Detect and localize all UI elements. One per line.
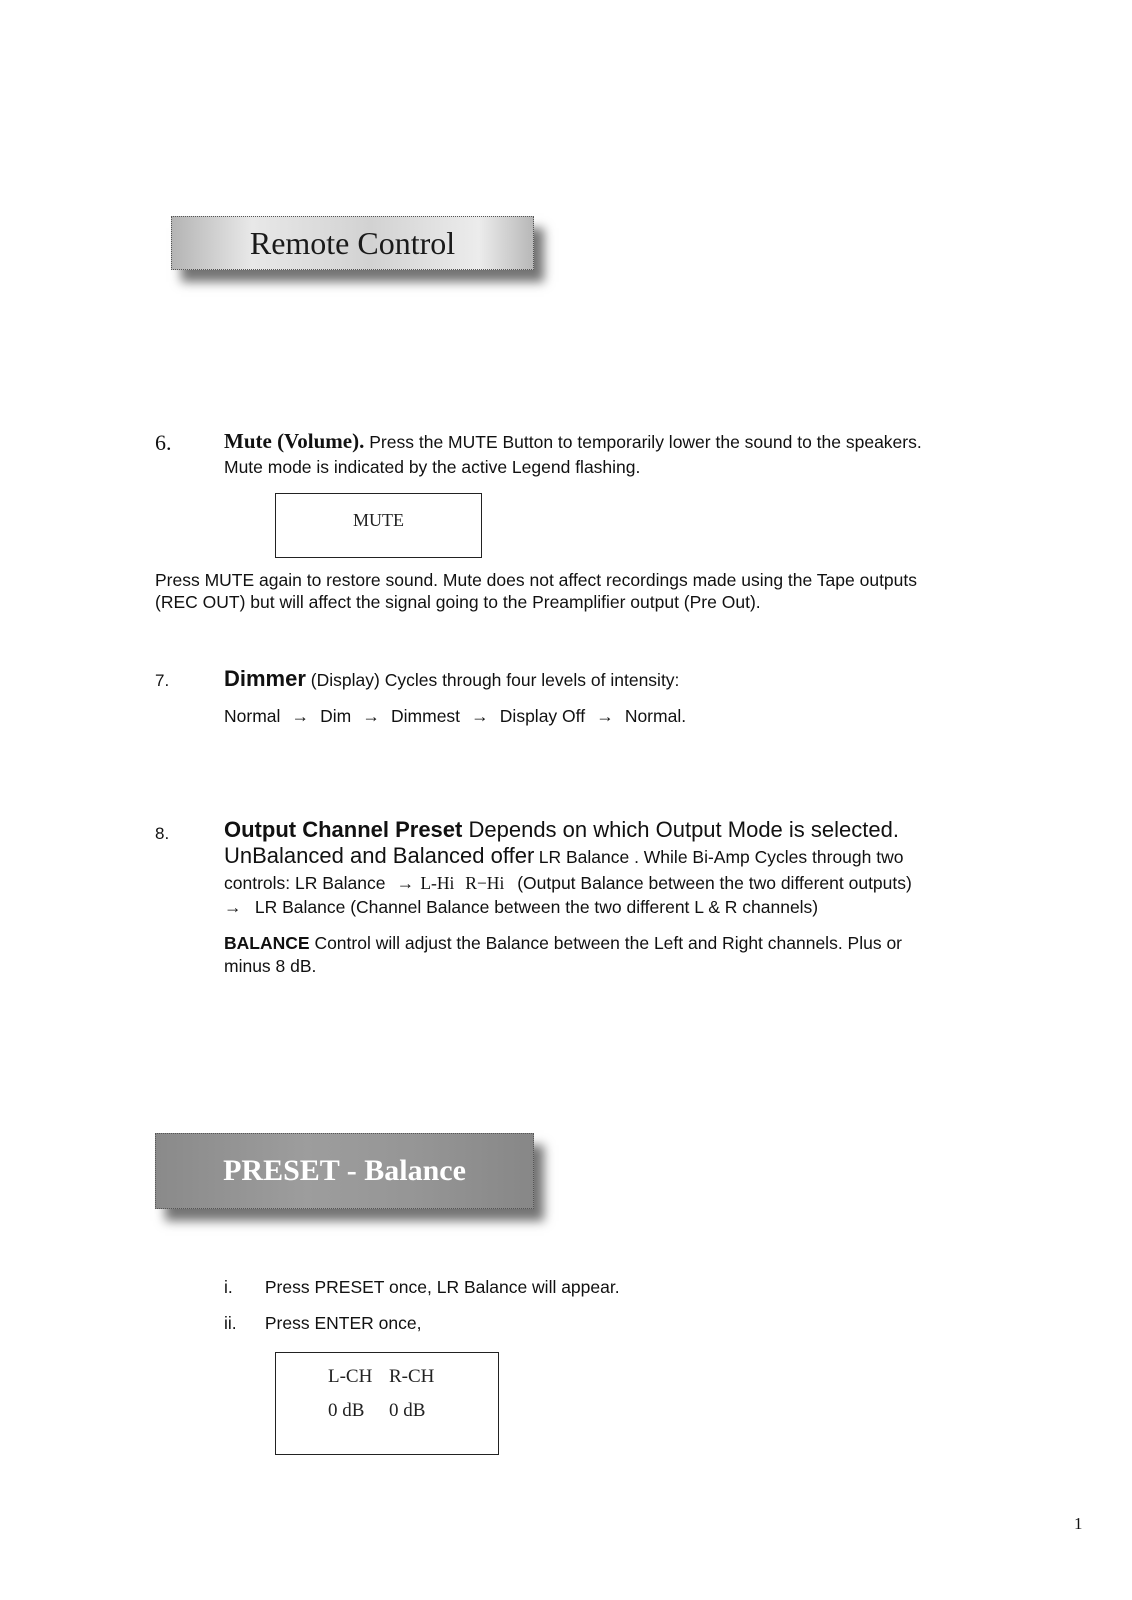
item-6-line1	[224, 430, 1084, 454]
right-channel-value: 0 dB	[389, 1400, 426, 1421]
balance-note-line1	[224, 932, 902, 955]
dimmer-level-dim: Dim	[320, 706, 352, 726]
left-channel-value: 0 dB	[328, 1400, 365, 1421]
item-8-line3-a: controls: LR Balance	[224, 873, 386, 893]
item-8-line2	[224, 843, 903, 869]
item-8-line4-text: LR Balance (Channel Balance between the two different L & R channels)	[254, 897, 819, 917]
preset-balance-title: PRESET - Balance	[223, 1154, 466, 1187]
item-8-line2-small: LR Balance . While Bi-Amp Cycles through two	[538, 847, 904, 867]
preset-balance-header	[155, 1133, 534, 1209]
item-8-line1	[224, 817, 899, 843]
step-2-text: Press ENTER once,	[264, 1313, 422, 1333]
mute-display-label: MUTE	[353, 510, 404, 530]
item-6-title: Mute (Volume).	[224, 429, 365, 453]
item-8-title: Output Channel Preset	[224, 817, 463, 842]
l-hi-label: L-Hi	[420, 873, 455, 893]
dimmer-level-dimmest: Dimmest	[391, 706, 461, 726]
mute-display-box	[275, 493, 482, 558]
r-hi-label: R−Hi	[465, 873, 505, 893]
arrow-right-icon: →	[396, 873, 415, 893]
arrow-right-icon: →	[596, 706, 614, 726]
item-7-line1	[224, 666, 679, 692]
item-8-line3-b: (Output Balance between the two different outputs)	[517, 873, 912, 893]
item-7-number: 7.	[155, 671, 170, 690]
mute-note-line1: Press MUTE again to restore sound. Mute does not affect recordings made using the Tape outputs	[155, 570, 918, 590]
dimmer-level-display-off: Display Off	[499, 706, 586, 726]
arrow-right-icon: →	[362, 706, 380, 726]
left-channel-label: L-CH	[328, 1366, 373, 1387]
arrow-right-icon: →	[224, 897, 242, 917]
item-8-line2-large: UnBalanced and Balanced offer	[224, 843, 535, 868]
dimmer-cycle	[224, 705, 686, 728]
item-8-line3	[224, 872, 912, 895]
step-2-marker: ii.	[224, 1313, 237, 1333]
balance-bold-label: BALANCE	[224, 933, 310, 953]
step-1	[224, 1276, 620, 1299]
item-8-title-rest: Depends on which Output Mode is selected.	[468, 817, 899, 842]
item-7-title: Dimmer	[224, 666, 306, 691]
item-7-text: (Display) Cycles through four levels of intensity:	[310, 670, 680, 690]
page-number: 1	[1074, 1514, 1083, 1533]
dimmer-level-normal-end: Normal.	[624, 706, 687, 726]
item-6-line2: Mute mode is indicated by the active Legend flashing.	[224, 457, 641, 477]
remote-control-title: Remote Control	[249, 224, 456, 261]
step-2	[224, 1312, 421, 1335]
remote-control-header	[171, 216, 534, 270]
balance-display-box	[275, 1352, 499, 1455]
step-1-text: Press PRESET once, LR Balance will appear.	[264, 1277, 620, 1297]
dimmer-level-normal: Normal	[224, 706, 281, 726]
item-8-number: 8.	[155, 824, 170, 843]
mute-note-line2: (REC OUT) but will affect the signal going to the Preamplifier output (Pre Out).	[155, 592, 761, 612]
item-6-number: 6.	[155, 430, 172, 455]
item-6-text: Press the MUTE Button to temporarily lower the sound to the speakers.	[369, 432, 922, 452]
item-8-line4	[224, 896, 818, 919]
arrow-right-icon: →	[291, 706, 310, 726]
right-channel-label: R-CH	[389, 1366, 435, 1387]
arrow-right-icon: →	[471, 706, 489, 726]
step-1-marker: i.	[224, 1277, 233, 1297]
balance-note-text: Control will adjust the Balance between the Left and Right channels. Plus or	[314, 933, 903, 953]
balance-note-line2: minus 8 dB.	[224, 956, 317, 976]
